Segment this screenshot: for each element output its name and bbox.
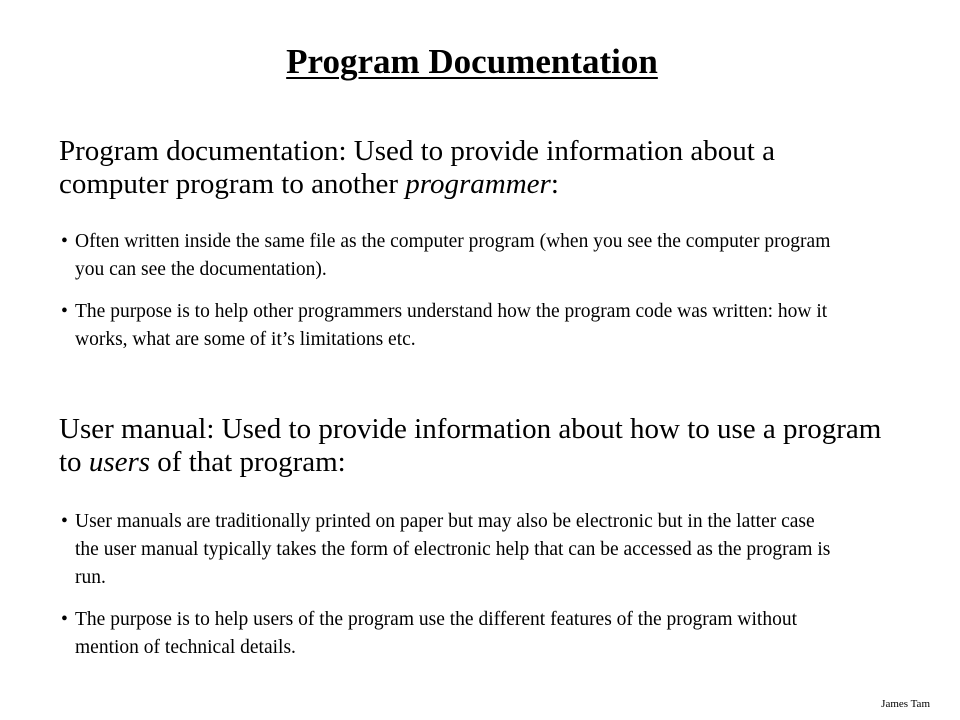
heading-text: User manual: Used to provide information about how to use a program to bbox=[59, 413, 882, 478]
bullet-item bbox=[59, 298, 839, 354]
bullet-item bbox=[59, 508, 839, 592]
slide-title: Program Documentation bbox=[286, 42, 658, 81]
bullet-item bbox=[59, 228, 839, 284]
bullet-dot-icon: • bbox=[61, 231, 68, 252]
heading-emphasis: programmer bbox=[405, 168, 551, 200]
bullet-item bbox=[59, 606, 839, 662]
bullet-list-program-documentation bbox=[59, 228, 839, 368]
bullet-dot-icon: • bbox=[61, 609, 68, 630]
bullet-dot-icon: • bbox=[61, 511, 68, 532]
heading-emphasis: users bbox=[88, 446, 151, 478]
bullet-text: The purpose is to help other programmers understand how the program code was written: how it works, what are some of it’s limitations etc. bbox=[75, 301, 828, 350]
bullet-dot-icon: • bbox=[61, 301, 68, 322]
bullet-text: User manuals are traditionally printed on paper but may also be electronic but in the latter case the user manual typically takes the form of electronic help that can be accessed as the program is run. bbox=[75, 511, 831, 588]
author-footer: James Tam bbox=[881, 698, 930, 710]
section-heading-program-documentation bbox=[59, 135, 889, 201]
bullet-text: The purpose is to help users of the program use the different features of the program without mention of technical details. bbox=[75, 609, 798, 658]
bullet-text: Often written inside the same file as the computer program (when you see the computer program you can see the documentation). bbox=[75, 231, 831, 280]
bullet-list-user-manual bbox=[59, 508, 839, 676]
section-heading-user-manual bbox=[59, 413, 889, 479]
heading-text-end: : bbox=[550, 168, 559, 200]
heading-text-end: of that program: bbox=[150, 446, 346, 478]
heading-text: Program documentation: Used to provide information about a computer program to another bbox=[59, 135, 775, 200]
